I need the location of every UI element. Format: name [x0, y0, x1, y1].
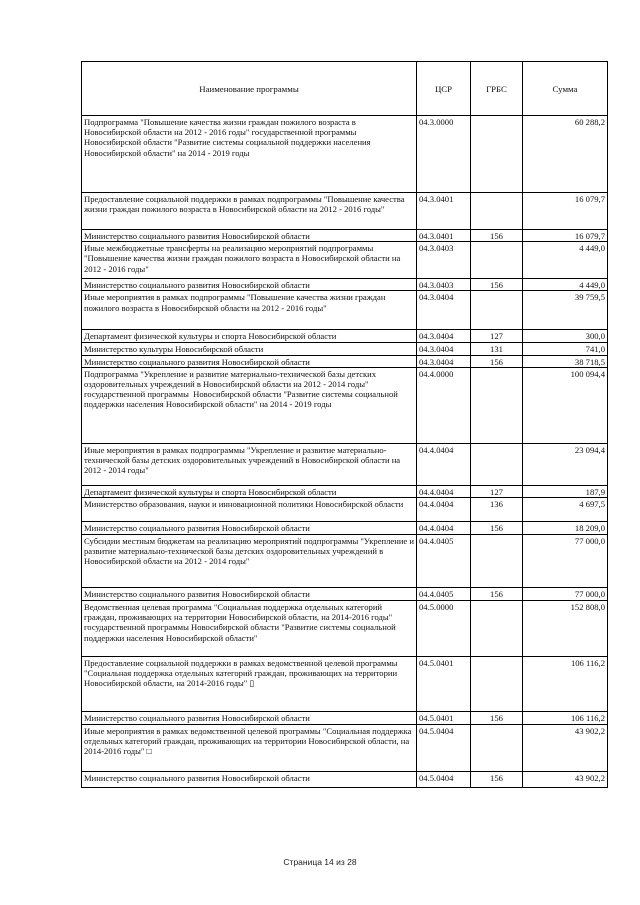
row-sum-cell: 38 718,5 [523, 355, 608, 367]
row-name-cell: Департамент физической культуры и спорта Новосибирской области [82, 485, 417, 497]
row-sum-cell: 18 209,0 [523, 522, 608, 535]
header-name: Наименование программы [82, 62, 417, 116]
header-csr: ЦСР [417, 62, 471, 116]
row-sum-cell: 23 094,4 [523, 443, 608, 485]
row-name-cell: Подпрограмма "Повышение качества жизни граждан пожилого возраста в Новосибирской области на 2012 - 2016 годы" государственной программы Новосибирской области "Развитие системы социальной поддержки населения Новосибирской области" на 2014 - 2019 годы [82, 116, 417, 193]
row-csr-cell: 04.4.0404 [417, 485, 471, 497]
row-sum-cell: 77 000,0 [523, 535, 608, 588]
row-csr-cell: 04.3.0404 [417, 330, 471, 343]
row-name-cell: Министерство социального развития Новосибирской области [82, 279, 417, 291]
row-grbs-cell [471, 116, 523, 193]
row-name-cell: Министерство социального развития Новосибирской области [82, 230, 417, 242]
row-name-cell: Предоставление социальной поддержки в рамках ведомственной целевой программы "Социальная поддержка отдельных категорий граждан, проживающих на территории Новосибирской области, на 2014-2016 годы" ▯ [82, 657, 417, 712]
row-csr-cell: 04.5.0404 [417, 772, 471, 788]
row-csr-cell: 04.3.0403 [417, 279, 471, 291]
row-sum-cell: 4 449,0 [523, 279, 608, 291]
row-csr-cell: 04.4.0405 [417, 588, 471, 601]
table-header-row [82, 62, 608, 116]
row-sum-cell: 106 116,2 [523, 712, 608, 725]
row-grbs-cell: 136 [471, 498, 523, 522]
row-name-cell: Ведомственная целевая программа "Социальная поддержка отдельных категорий граждан, проживающих на территории Новосибирской области, на 2014-2016 годы" государственной программы Новосибирской области "Развитие системы социальной поддержки населения Новосибирской области" [82, 601, 417, 657]
table-row [82, 193, 608, 230]
row-csr-cell: 04.3.0404 [417, 343, 471, 355]
row-csr-cell: 04.3.0404 [417, 355, 471, 367]
row-sum-cell: 106 116,2 [523, 657, 608, 712]
row-name-cell: Министерство социального развития Новосибирской области [82, 772, 417, 788]
row-grbs-cell: 156 [471, 772, 523, 788]
table-row [82, 330, 608, 343]
table-row [82, 343, 608, 355]
row-grbs-cell: 156 [471, 712, 523, 725]
row-name-cell: Министерство социального развития Новосибирской области [82, 522, 417, 535]
row-sum-cell: 300,0 [523, 330, 608, 343]
table-row [82, 712, 608, 725]
row-grbs-cell [471, 443, 523, 485]
table-row [82, 367, 608, 443]
row-name-cell: Иные мероприятия в рамках подпрограммы "Повышение качества жизни граждан пожилого возраста в Новосибирской области на 2012 - 2016 годы" [82, 291, 417, 330]
row-grbs-cell: 127 [471, 485, 523, 497]
row-grbs-cell [471, 242, 523, 279]
row-name-cell: Субсидии местным бюджетам на реализацию мероприятий подпрограммы "Укрепление и развитие материально-технической базы детских оздоровительных учреждений в Новосибирской области на 2012 - 2014 годы" [82, 535, 417, 588]
row-grbs-cell: 156 [471, 355, 523, 367]
row-name-cell: Иные мероприятия в рамках подпрограммы "Укрепление и развитие материально-технической базы детских оздоровительных учреждений в Новосибирской области на 2012 - 2014 годы" [82, 443, 417, 485]
header-grbs: ГРБС [471, 62, 523, 116]
row-grbs-cell: 131 [471, 343, 523, 355]
row-csr-cell: 04.3.0404 [417, 291, 471, 330]
table-row [82, 772, 608, 788]
row-sum-cell: 100 094,4 [523, 367, 608, 443]
row-grbs-cell [471, 193, 523, 230]
page-footer: Страница 14 из 28 [283, 857, 357, 867]
row-sum-cell: 60 288,2 [523, 116, 608, 193]
table-row [82, 116, 608, 193]
row-name-cell: Департамент физической культуры и спорта Новосибирской области [82, 330, 417, 343]
row-sum-cell: 187,9 [523, 485, 608, 497]
row-csr-cell: 04.4.0405 [417, 535, 471, 588]
row-grbs-cell [471, 601, 523, 657]
table-row [82, 279, 608, 291]
row-grbs-cell [471, 535, 523, 588]
row-csr-cell: 04.5.0404 [417, 725, 471, 772]
row-csr-cell: 04.3.0403 [417, 242, 471, 279]
table-row [82, 443, 608, 485]
row-grbs-cell [471, 725, 523, 772]
table-row [82, 522, 608, 535]
row-csr-cell: 04.3.0000 [417, 116, 471, 193]
row-sum-cell: 4 449,0 [523, 242, 608, 279]
row-sum-cell: 39 759,5 [523, 291, 608, 330]
table-row [82, 485, 608, 497]
row-name-cell: Иные мероприятия в рамках ведомственной целевой программы "Социальная поддержка отдельных категорий граждан, проживающих на территории Новосибирской области, на 2014-2016 годы" □ [82, 725, 417, 772]
row-grbs-cell: 156 [471, 230, 523, 242]
row-sum-cell: 741,0 [523, 343, 608, 355]
row-grbs-cell [471, 657, 523, 712]
header-sum: Сумма [523, 62, 608, 116]
row-sum-cell: 4 697,5 [523, 498, 608, 522]
row-csr-cell: 04.4.0404 [417, 522, 471, 535]
row-name-cell: Подпрограмма "Укрепление и развитие материально-технической базы детских оздоровительных учреждений в Новосибирской области на 2012 - 2014 годы" государственной программы Новосибирской области "Развитие системы социальной поддержки населения Новосибирской области" на 2014 - 2019 годы [82, 367, 417, 443]
row-name-cell: Министерство социального развития Новосибирской области [82, 588, 417, 601]
table-row [82, 242, 608, 279]
row-sum-cell: 16 079,7 [523, 193, 608, 230]
table-row [82, 657, 608, 712]
row-sum-cell: 43 902,2 [523, 772, 608, 788]
row-grbs-cell [471, 367, 523, 443]
row-csr-cell: 04.4.0404 [417, 498, 471, 522]
row-csr-cell: 04.4.0404 [417, 443, 471, 485]
row-csr-cell: 04.3.0401 [417, 230, 471, 242]
table-row [82, 230, 608, 242]
row-grbs-cell [471, 291, 523, 330]
row-name-cell: Предоставление социальной поддержки в рамках подпрограммы "Повышение качества жизни граждан пожилого возраста в Новосибирской области на 2012 - 2016 годы" [82, 193, 417, 230]
table-row [82, 725, 608, 772]
table-row [82, 498, 608, 522]
row-name-cell: Министерство культуры Новосибирской области [82, 343, 417, 355]
row-sum-cell: 43 902,2 [523, 725, 608, 772]
row-csr-cell: 04.3.0401 [417, 193, 471, 230]
row-name-cell: Иные межбюджетные трансферты на реализацию мероприятий подпрограммы "Повышение качества жизни граждан пожилого возраста в Новосибирской области на 2012 - 2016 годы" [82, 242, 417, 279]
row-sum-cell: 77 000,0 [523, 588, 608, 601]
row-csr-cell: 04.5.0000 [417, 601, 471, 657]
row-csr-cell: 04.5.0401 [417, 712, 471, 725]
table-row [82, 588, 608, 601]
row-sum-cell: 16 079,7 [523, 230, 608, 242]
table-row [82, 601, 608, 657]
row-grbs-cell: 156 [471, 588, 523, 601]
table-row [82, 291, 608, 330]
row-name-cell: Министерство социального развития Новосибирской области [82, 355, 417, 367]
table-row [82, 535, 608, 588]
row-grbs-cell: 156 [471, 279, 523, 291]
row-grbs-cell: 156 [471, 522, 523, 535]
row-grbs-cell: 127 [471, 330, 523, 343]
table-row [82, 355, 608, 367]
row-csr-cell: 04.4.0000 [417, 367, 471, 443]
row-name-cell: Министерство социального развития Новосибирской области [82, 712, 417, 725]
budget-table [81, 61, 608, 788]
row-sum-cell: 152 808,0 [523, 601, 608, 657]
row-csr-cell: 04.5.0401 [417, 657, 471, 712]
row-name-cell: Министерство образования, науки и инновационной политики Новосибирской области [82, 498, 417, 522]
